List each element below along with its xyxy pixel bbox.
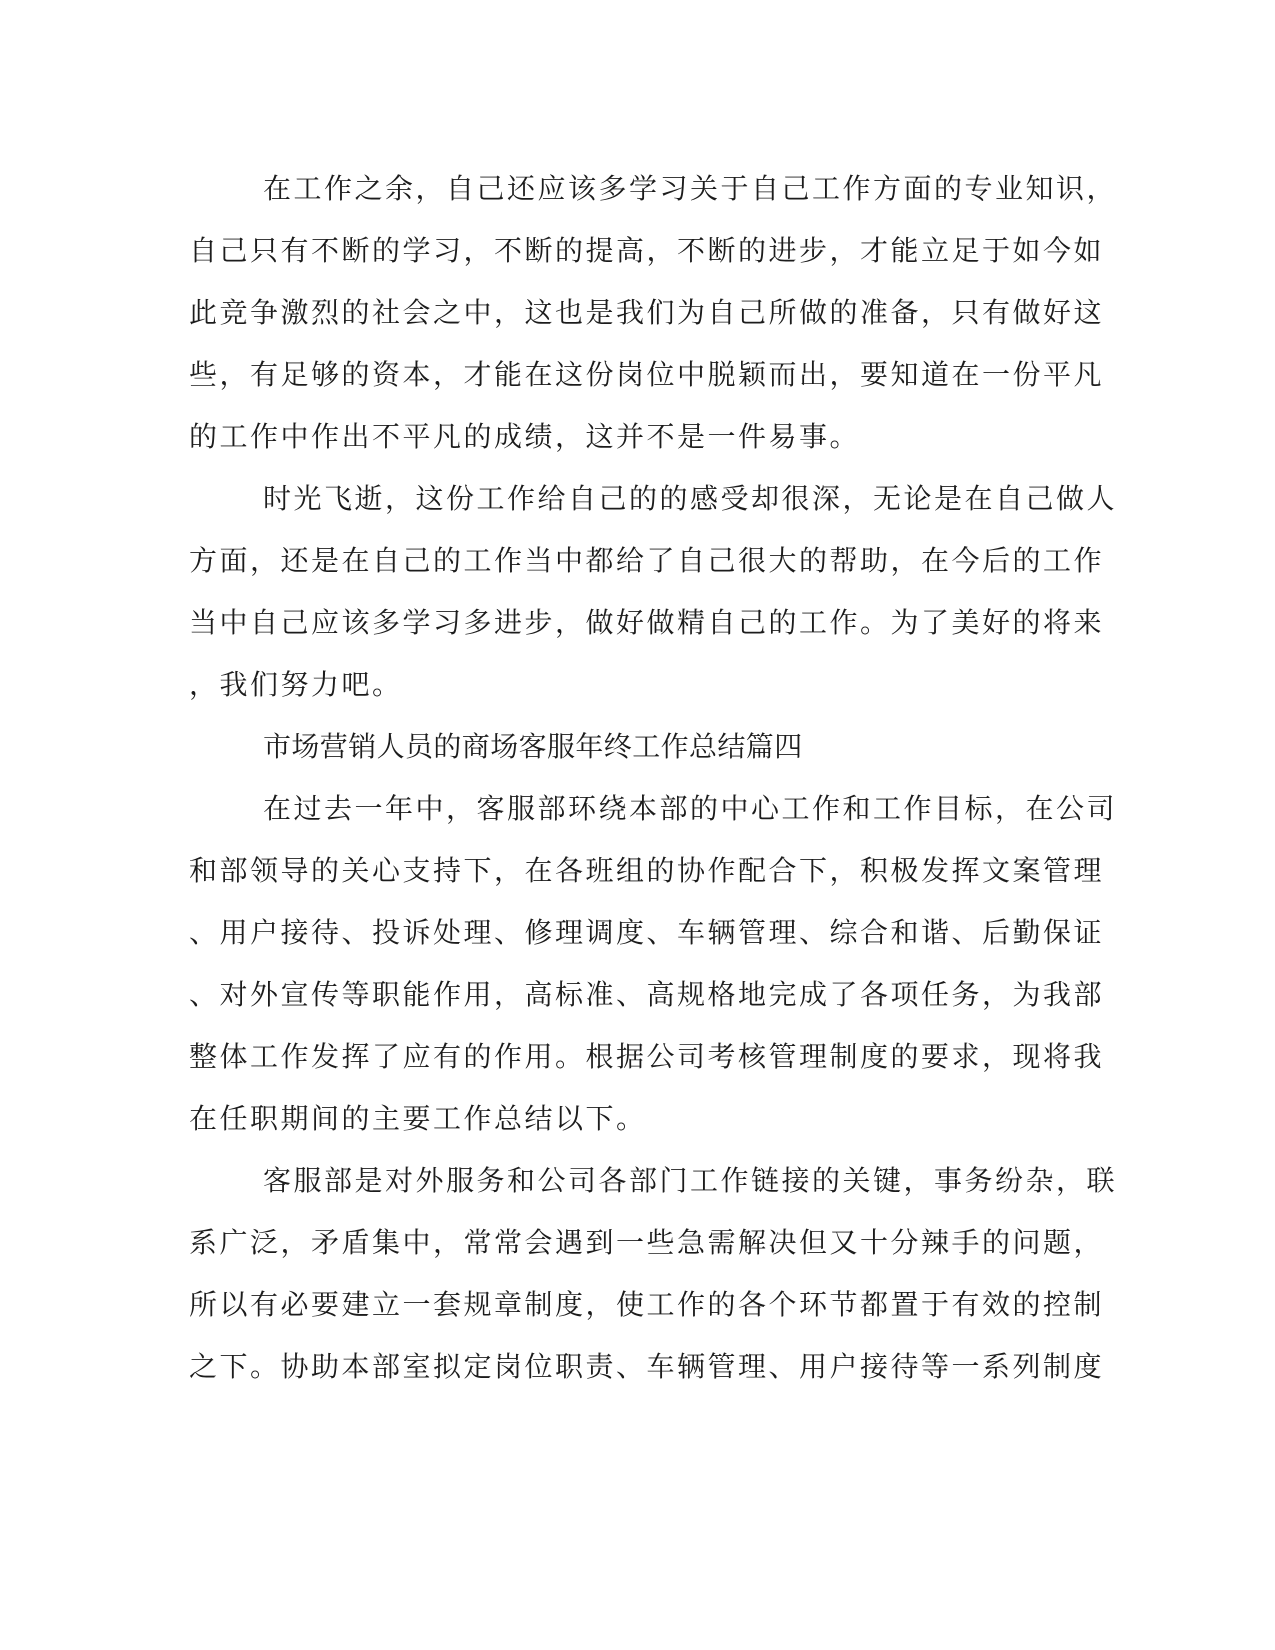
document-body xyxy=(189,158,1118,1398)
text-line: 客服部是对外服务和公司各部门工作链接的关键，事务纷杂，联 xyxy=(263,1164,1118,1197)
text-line: 、用户接待、投诉处理、修理调度、车辆管理、综合和谐、后勤保证 xyxy=(189,916,1105,949)
paragraph-customer-service xyxy=(189,1150,1118,1398)
text-line: 和部领导的关心支持下，在各班组的协作配合下，积极发挥文案管理 xyxy=(189,854,1105,887)
paragraph-past-year xyxy=(189,778,1118,1150)
text-line: 在任职期间的主要工作总结以下。 xyxy=(189,1102,647,1135)
text-line: 所以有必要建立一套规章制度，使工作的各个环节都置于有效的控制 xyxy=(189,1288,1105,1321)
text-line: 整体工作发挥了应有的作用。根据公司考核管理制度的要求，现将我 xyxy=(189,1040,1105,1073)
text-line: 方面，还是在自己的工作当中都给了自己很大的帮助，在今后的工作 xyxy=(189,544,1105,577)
text-line: 、对外宣传等职能作用，高标准、高规格地完成了各项任务，为我部 xyxy=(189,978,1105,1011)
text-line: 之下。协助本部室拟定岗位职责、车辆管理、用户接待等一系列制度 xyxy=(189,1350,1105,1383)
text-line: 在工作之余，自己还应该多学习关于自己工作方面的专业知识， xyxy=(263,172,1118,205)
paragraph-time-flies xyxy=(189,468,1118,716)
text-line: 此竞争激烈的社会之中，这也是我们为自己所做的准备，只有做好这 xyxy=(189,296,1105,329)
section-title: 市场营销人员的商场客服年终工作总结篇四 xyxy=(263,730,803,763)
text-line: 在过去一年中，客服部环绕本部的中心工作和工作目标，在公司 xyxy=(263,792,1118,825)
text-line: ，我们努力吧。 xyxy=(189,668,403,701)
text-line: 系广泛，矛盾集中，常常会遇到一些急需解决但又十分辣手的问题， xyxy=(189,1226,1105,1259)
text-line: 时光飞逝，这份工作给自己的的感受却很深，无论是在自己做人 xyxy=(263,482,1118,515)
section-heading xyxy=(189,716,1089,778)
text-line: 些，有足够的资本，才能在这份岗位中脱颖而出，要知道在一份平凡 xyxy=(189,358,1105,391)
text-line: 的工作中作出不平凡的成绩，这并不是一件易事。 xyxy=(189,420,861,453)
text-line: 当中自己应该多学习多进步，做好做精自己的工作。为了美好的将来 xyxy=(189,606,1105,639)
text-line: 自己只有不断的学习，不断的提高，不断的进步，才能立足于如今如 xyxy=(189,234,1105,267)
paragraph-work-study xyxy=(189,158,1118,468)
